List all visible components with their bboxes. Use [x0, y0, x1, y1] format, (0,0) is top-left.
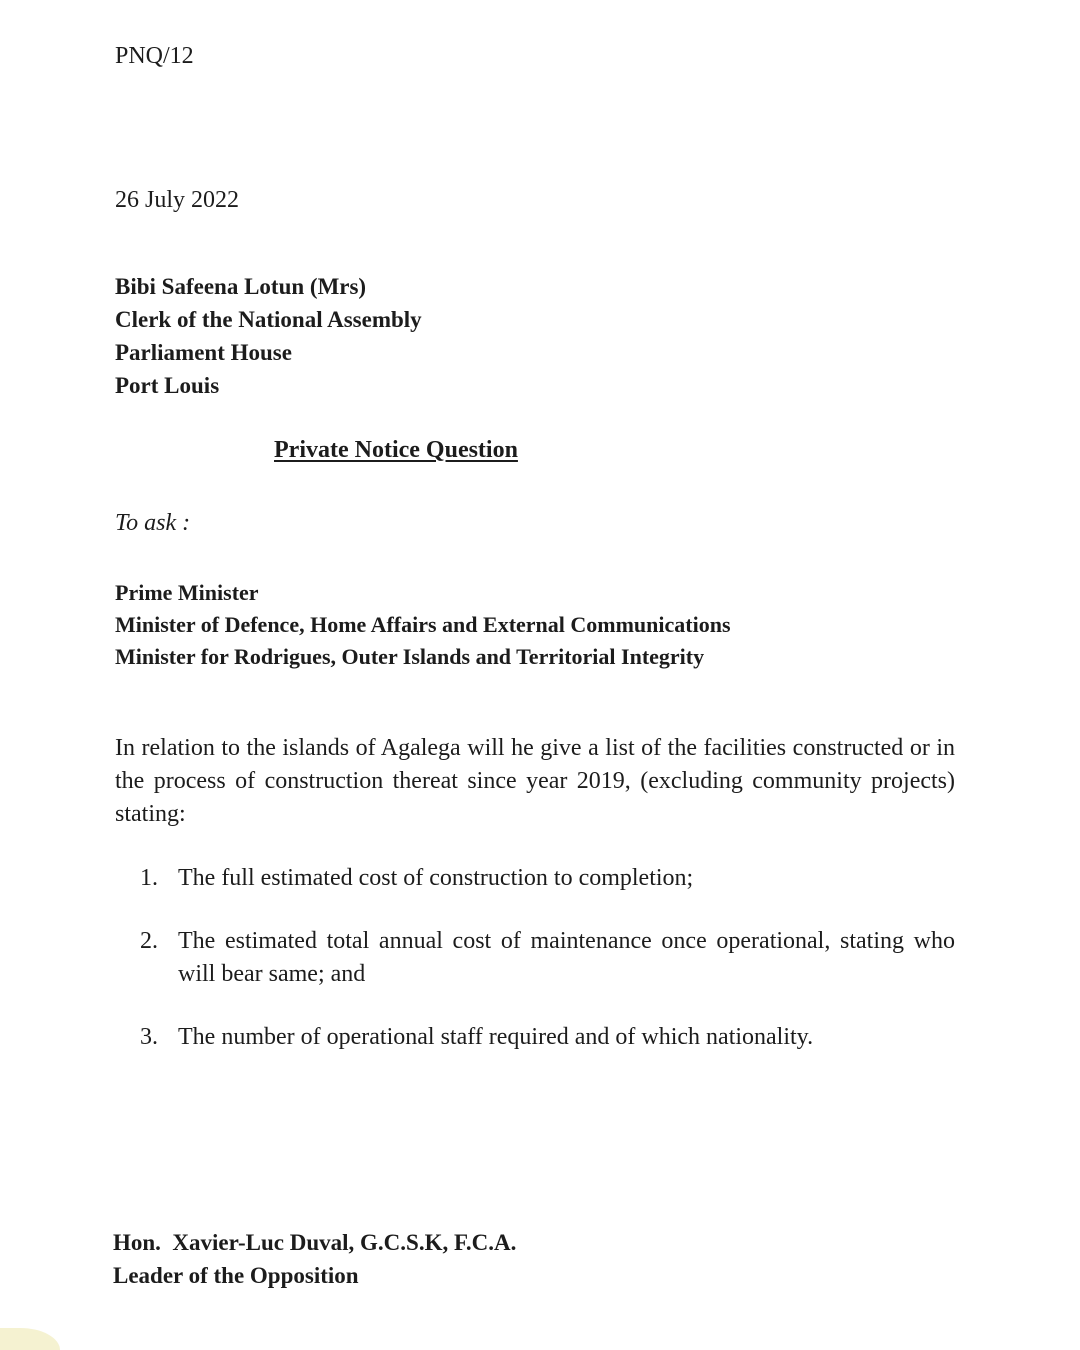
ministers-block: [115, 577, 731, 673]
list-item-number: 3.: [140, 1024, 158, 1050]
addressee-position: Clerk of the National Assembly: [115, 307, 422, 332]
list-item-text: The number of operational staff required and of which nationality.: [178, 1024, 814, 1050]
list-item: [140, 925, 955, 991]
addressee-building: Parliament House: [115, 340, 292, 365]
signatory-title: Leader of the Opposition: [113, 1263, 359, 1288]
scan-corner-mark: [0, 1328, 60, 1350]
to-ask-label: To ask :: [115, 510, 191, 536]
minister-title-1: Prime Minister: [115, 580, 259, 605]
list-item-text: The full estimated cost of construction to completion;: [178, 865, 694, 891]
list-item: [140, 1021, 955, 1054]
minister-title-2: Minister of Defence, Home Affairs and External Communications: [115, 612, 731, 637]
question-paragraph: In relation to the islands of Agalega will he give a list of the facilities constructed or in the process of construction thereat since year 2019, (excluding community projects) stating:: [115, 735, 955, 827]
signature-block: [113, 1226, 516, 1292]
letter-date: 26 July 2022: [115, 187, 240, 213]
minister-title-3: Minister for Rodrigues, Outer Islands and Territorial Integrity: [115, 644, 705, 669]
signatory-name: Hon. Xavier-Luc Duval, G.C.S.K, F.C.A.: [113, 1230, 517, 1255]
list-item-text: The estimated total annual cost of maintenance once operational, stating who will bear same; and: [178, 928, 955, 987]
document-heading: Private Notice Question: [274, 437, 518, 463]
document-reference: PNQ/12: [115, 43, 194, 69]
addressee-block: [115, 270, 422, 402]
list-item-number: 1.: [140, 865, 158, 891]
list-item: [140, 862, 955, 895]
list-item-number: 2.: [140, 928, 158, 954]
question-items-list: [140, 862, 955, 1084]
addressee-name: Bibi Safeena Lotun (Mrs): [115, 274, 367, 299]
addressee-city: Port Louis: [115, 373, 220, 398]
